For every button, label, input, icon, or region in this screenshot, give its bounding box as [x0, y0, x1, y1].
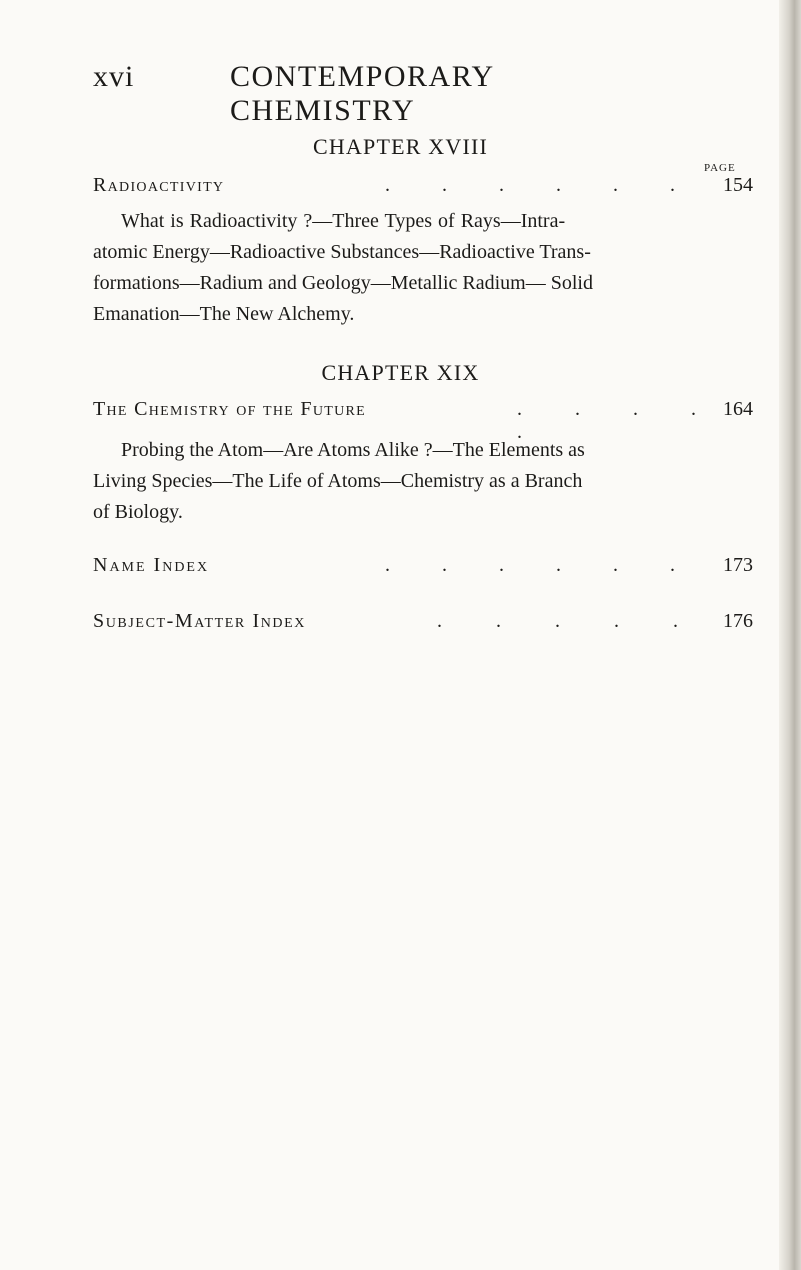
- summary-line: Emanation—The New Alchemy.: [93, 303, 355, 325]
- toc-entry[interactable]: [93, 174, 753, 204]
- page-folio: xvi: [93, 60, 135, 93]
- toc-page-number: 176: [723, 610, 753, 632]
- chapter-heading: CHAPTER XIX: [321, 360, 480, 385]
- toc-entry-title: Subject-Matter Index: [93, 610, 306, 632]
- toc-entry-subject-index[interactable]: [93, 610, 753, 640]
- toc-entry-title: The Chemistry of the Future: [93, 398, 367, 420]
- chapter-heading: CHAPTER XVIII: [312, 134, 489, 159]
- toc-page-number: 173: [723, 554, 753, 576]
- dot-leaders: . . . . .: [437, 610, 678, 632]
- toc-entry-name-index[interactable]: [93, 554, 753, 584]
- toc-entry-title: Radioactivity: [93, 174, 225, 196]
- summary-line: formations—Radium and Geology—Metallic Radium— Solid: [93, 272, 593, 294]
- summary-line: Probing the Atom—Are Atoms Alike ?—The Elements as: [121, 439, 585, 461]
- dot-leaders: . . . . . .: [385, 554, 675, 576]
- toc-entry[interactable]: [93, 398, 753, 443]
- chapter-summary: [93, 206, 713, 330]
- toc-page-number: 164: [723, 398, 753, 420]
- toc-entry-title: Name Index: [93, 554, 210, 576]
- summary-line: Living Species—The Life of Atoms—Chemistry as a Branch: [93, 470, 583, 492]
- chapter-summary: [93, 435, 713, 528]
- dot-leaders: . . . . .: [517, 398, 696, 443]
- summary-line: What is Radioactivity ?—Three Types of Rays—Intra-: [121, 210, 566, 232]
- summary-line: of Biology.: [93, 501, 183, 523]
- page-edge-shadow: [779, 0, 801, 1270]
- running-head: [93, 60, 653, 127]
- book-title: CONTEMPORARY CHEMISTRY: [230, 60, 494, 127]
- summary-line: atomic Energy—Radioactive Substances—Radioactive Trans-: [93, 241, 591, 263]
- dot-leaders: . . . . . .: [385, 174, 675, 196]
- toc-page-number: 154: [723, 174, 753, 196]
- page-column-label: PAGE: [704, 162, 736, 174]
